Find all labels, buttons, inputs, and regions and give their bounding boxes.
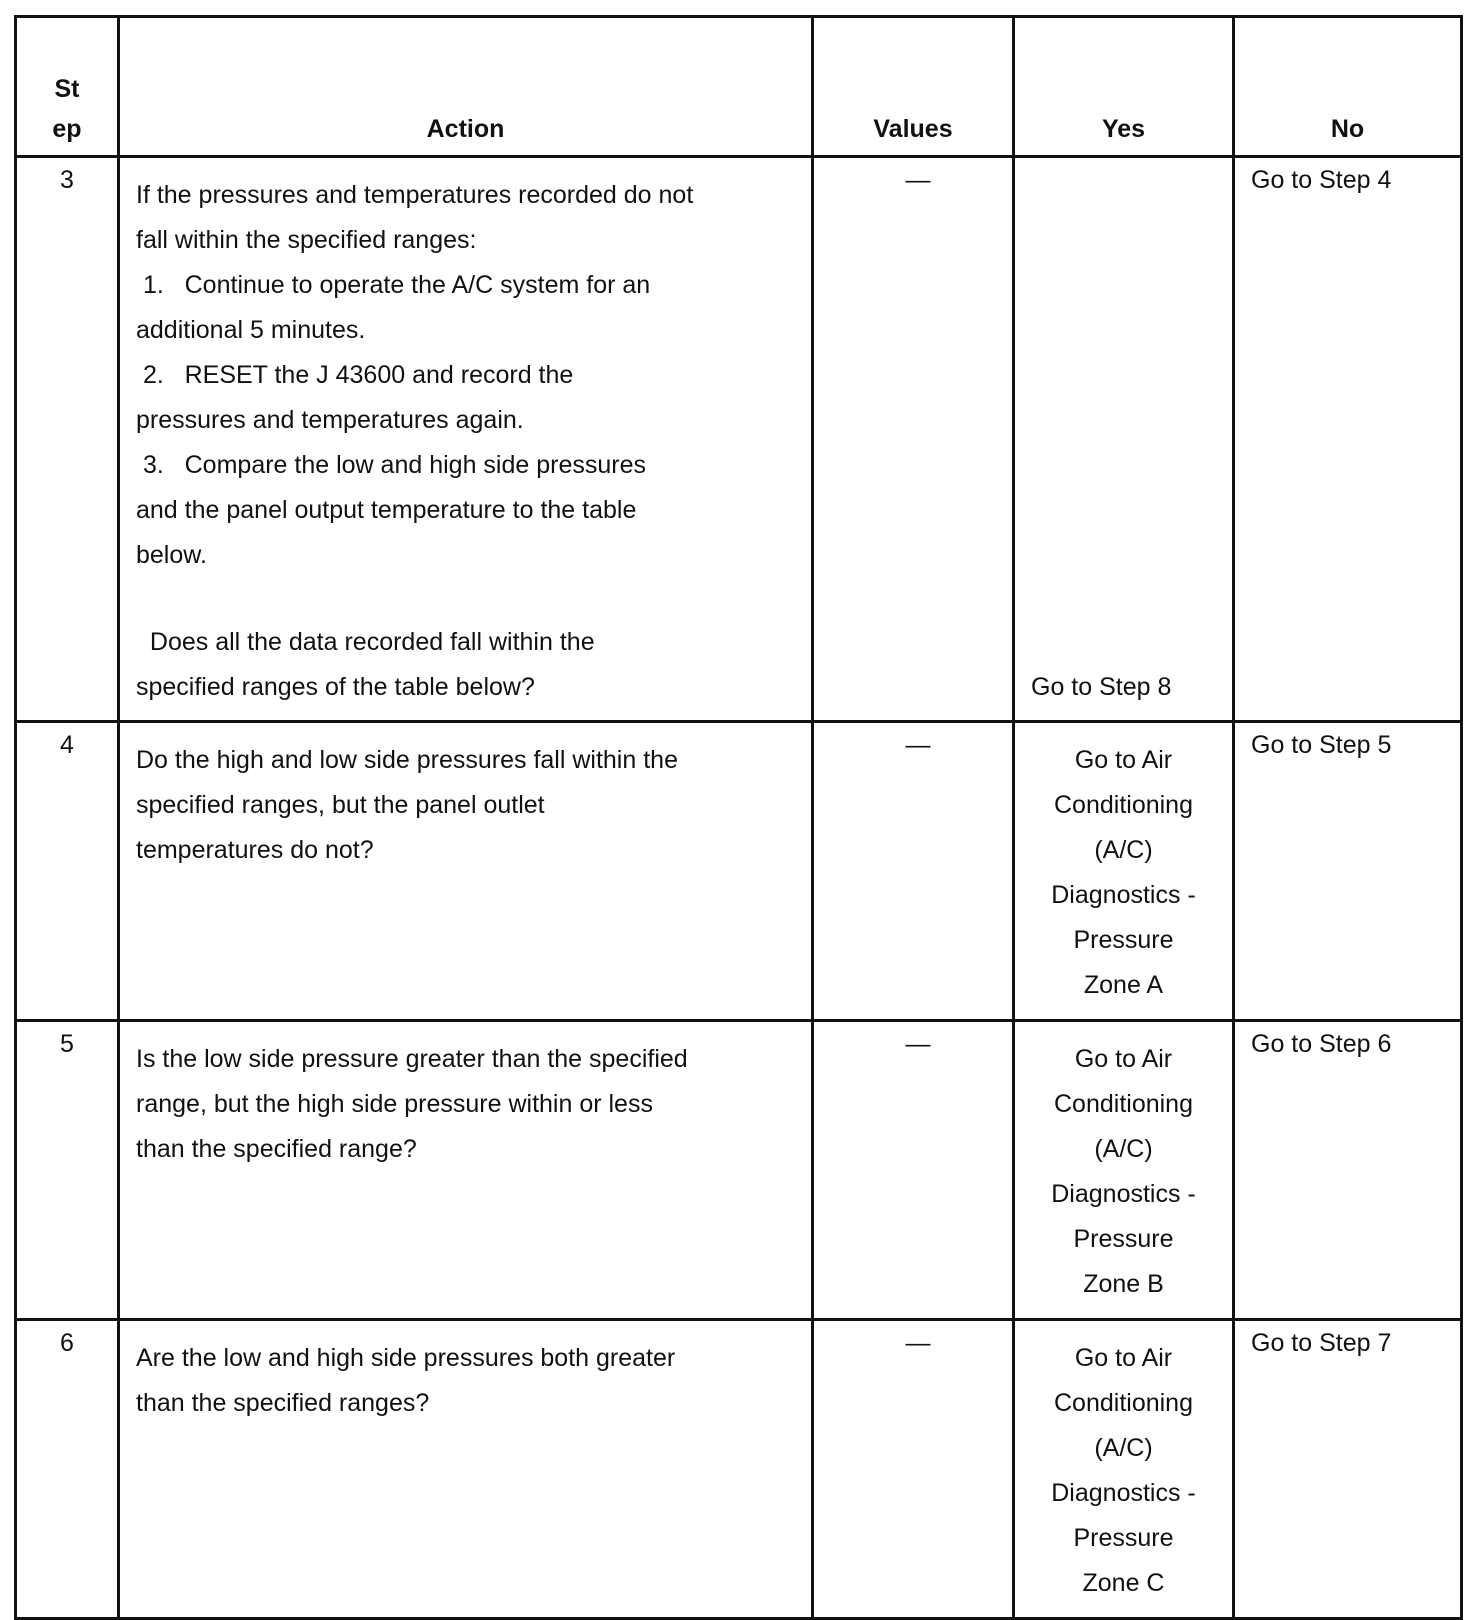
yes-line: Go to Air (1074, 1344, 1173, 1372)
no-cell: Go to Step 4 (1234, 157, 1462, 722)
action-cell (119, 722, 813, 1021)
action-line: 1. Continue to operate the A/C system for an (136, 271, 651, 299)
step-number: 4 (16, 722, 119, 1021)
yes-line: Diagnostics - (1051, 1479, 1196, 1507)
yes-line: (A/C) (1094, 1135, 1153, 1163)
action-line: 3. Compare the low and high side pressures (136, 451, 646, 479)
yes-line: Go to Air (1074, 746, 1173, 774)
action-line: below. (136, 541, 207, 569)
action-cell (119, 1320, 813, 1619)
yes-cell (1014, 722, 1234, 1021)
yes-line: Pressure (1073, 926, 1174, 954)
action-line: than the specified ranges? (136, 1389, 430, 1417)
header-row (16, 17, 1462, 157)
table-row (16, 157, 1462, 722)
step-number: 5 (16, 1021, 119, 1320)
step-number: 6 (16, 1320, 119, 1619)
yes-header: Yes (1014, 17, 1234, 157)
no-header: No (1234, 17, 1462, 157)
yes-line: Diagnostics - (1051, 881, 1196, 909)
action-cell (119, 1021, 813, 1320)
yes-cell (1014, 1021, 1234, 1320)
yes-line: Diagnostics - (1051, 1180, 1196, 1208)
action-line: Is the low side pressure greater than the specified (136, 1045, 688, 1073)
yes-line: (A/C) (1094, 836, 1153, 864)
values-cell: — (813, 722, 1014, 1021)
action-line: temperatures do not? (136, 836, 374, 864)
action-line: pressures and temperatures again. (136, 406, 524, 434)
no-cell: Go to Step 6 (1234, 1021, 1462, 1320)
no-cell: Go to Step 5 (1234, 722, 1462, 1021)
values-cell: — (813, 1021, 1014, 1320)
yes-line: Zone A (1083, 971, 1164, 999)
action-line: specified ranges, but the panel outlet (136, 791, 545, 819)
spacer (136, 578, 771, 620)
action-line: Do the high and low side pressures fall within the (136, 746, 678, 774)
yes-line: (A/C) (1094, 1434, 1153, 1462)
step-number: 3 (16, 157, 119, 722)
action-header: Action (119, 17, 813, 157)
no-cell: Go to Step 7 (1234, 1320, 1462, 1619)
yes-line: Conditioning (1054, 791, 1193, 819)
yes-line: Zone C (1082, 1569, 1165, 1597)
yes-line: Pressure (1073, 1524, 1174, 1552)
yes-line: Pressure (1073, 1225, 1174, 1253)
step-header-line1: St (54, 75, 80, 103)
action-line: range, but the high side pressure within or less (136, 1090, 653, 1118)
action-line: than the specified range? (136, 1135, 417, 1163)
values-cell: — (813, 157, 1014, 722)
table-row (16, 1320, 1462, 1619)
action-question: specified ranges of the table below? (136, 673, 535, 701)
action-line: Are the low and high side pressures both greater (136, 1344, 676, 1372)
action-cell (119, 157, 813, 722)
values-header: Values (813, 17, 1014, 157)
table-row (16, 1021, 1462, 1320)
yes-line: Conditioning (1054, 1090, 1193, 1118)
step-header-line2: ep (52, 115, 82, 143)
action-line: fall within the specified ranges: (136, 226, 477, 254)
yes-cell: Go to Step 8 (1014, 157, 1234, 722)
yes-cell (1014, 1320, 1234, 1619)
action-line: If the pressures and temperatures recorded do not (136, 181, 694, 209)
action-line: 2. RESET the J 43600 and record the (136, 361, 574, 389)
yes-line: Conditioning (1054, 1389, 1193, 1417)
action-question: Does all the data recorded fall within the (136, 628, 595, 656)
yes-line: Zone B (1083, 1270, 1164, 1298)
values-cell: — (813, 1320, 1014, 1619)
step-header (16, 17, 119, 157)
diagnostic-table (14, 15, 1463, 1620)
yes-line: Go to Air (1074, 1045, 1173, 1073)
table-row (16, 722, 1462, 1021)
action-line: additional 5 minutes. (136, 316, 366, 344)
action-line: and the panel output temperature to the table (136, 496, 637, 524)
